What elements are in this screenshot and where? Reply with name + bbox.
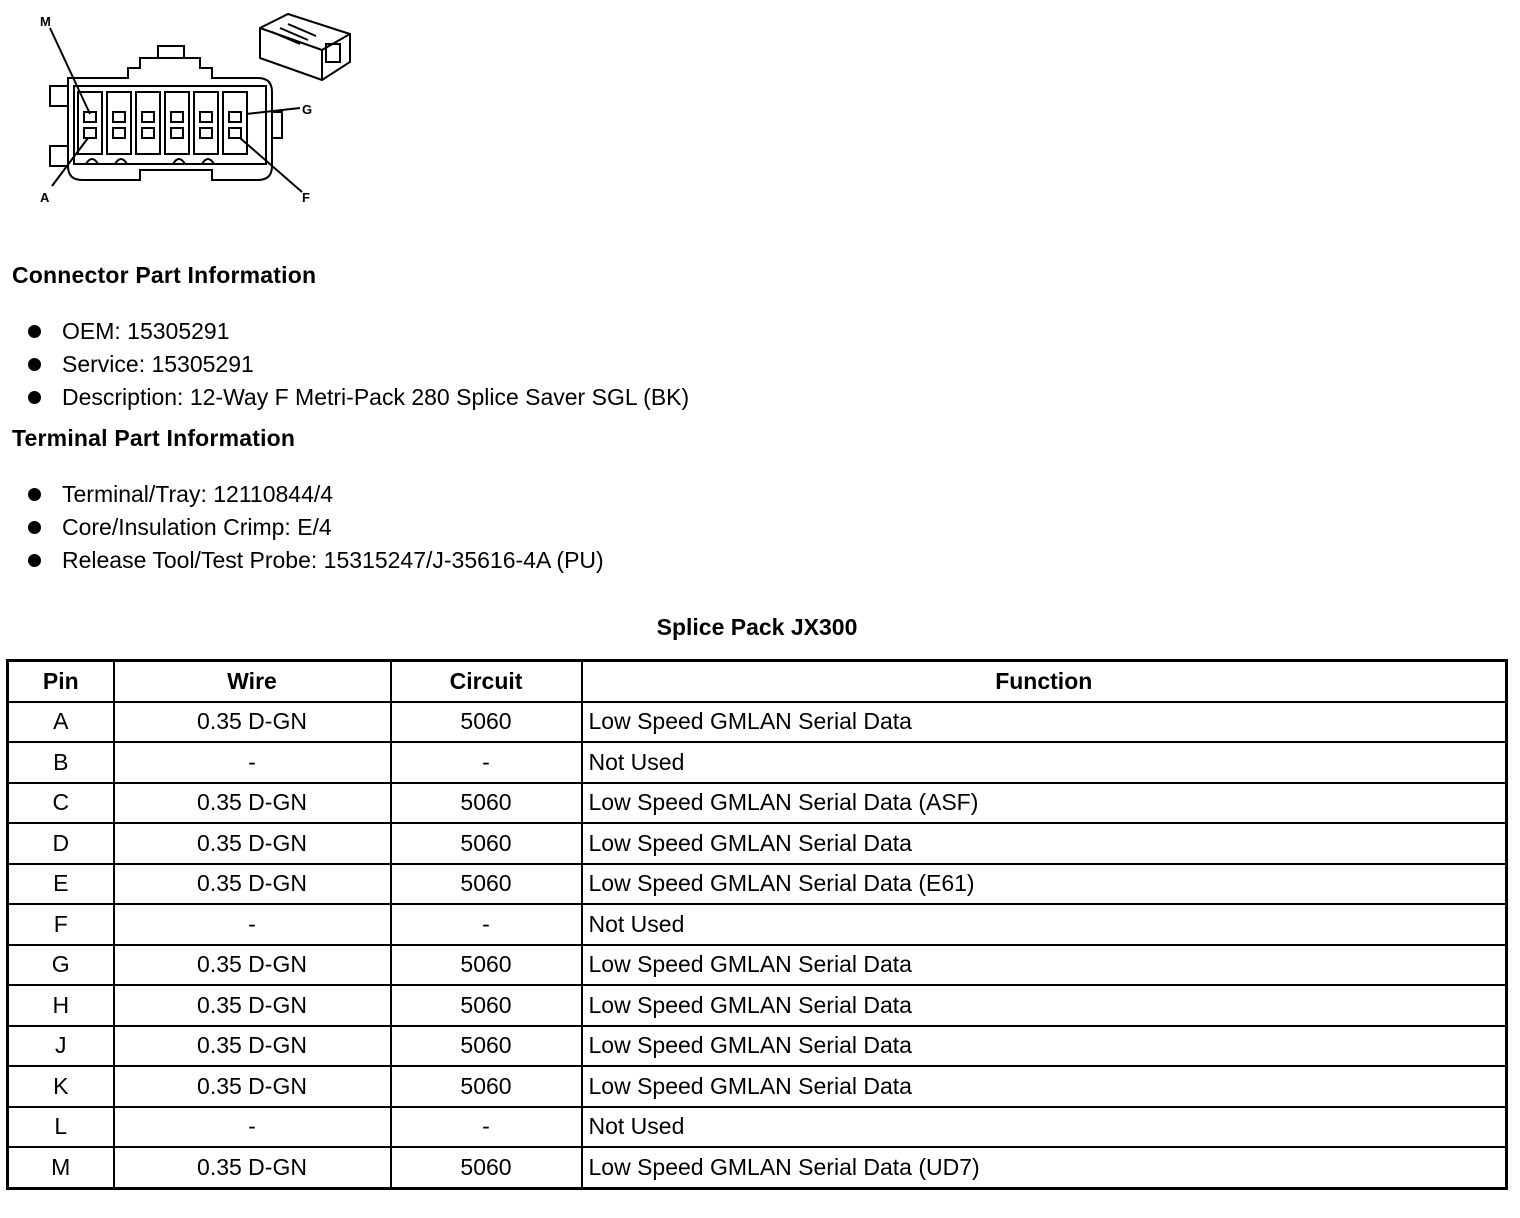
cell-circuit: 5060 (391, 1066, 582, 1107)
cell-pin: H (8, 985, 114, 1026)
bullet-icon (28, 325, 41, 338)
table-row (8, 702, 1507, 743)
list-item (28, 544, 604, 577)
cell-wire: 0.35 D-GN (114, 783, 391, 824)
cell-wire: 0.35 D-GN (114, 864, 391, 905)
connector-face-drawing (0, 0, 380, 220)
table-row (8, 742, 1507, 783)
table-row (8, 864, 1507, 905)
bullet-icon (28, 391, 41, 404)
cell-pin: D (8, 823, 114, 864)
table-row (8, 1026, 1507, 1067)
list-item (28, 381, 689, 414)
header-circuit: Circuit (391, 661, 582, 702)
cell-wire: 0.35 D-GN (114, 702, 391, 743)
cell-pin: K (8, 1066, 114, 1107)
cell-circuit: - (391, 1107, 582, 1148)
cell-wire: - (114, 904, 391, 945)
callout-a: A (40, 190, 50, 205)
cell-wire: 0.35 D-GN (114, 1026, 391, 1067)
cell-circuit: 5060 (391, 783, 582, 824)
cell-circuit: 5060 (391, 823, 582, 864)
bullet-icon (28, 358, 41, 371)
cell-function: Low Speed GMLAN Serial Data (UD7) (582, 1147, 1507, 1188)
terminal-tray-text: Terminal/Tray: 12110844/4 (62, 481, 334, 507)
bullet-icon (28, 488, 41, 501)
cell-pin: G (8, 945, 114, 986)
cell-function: Not Used (582, 742, 1507, 783)
list-item (28, 511, 604, 544)
cell-pin: L (8, 1107, 114, 1148)
table-row (8, 1147, 1507, 1188)
table-title: Splice Pack JX300 (656, 614, 858, 640)
table-row (8, 904, 1507, 945)
pinout-table (6, 659, 1508, 1190)
cell-function: Low Speed GMLAN Serial Data (582, 1026, 1507, 1067)
cell-pin: M (8, 1147, 114, 1188)
cell-pin: B (8, 742, 114, 783)
header-function: Function (582, 661, 1507, 702)
cell-function: Not Used (582, 904, 1507, 945)
list-item (28, 478, 604, 511)
cell-circuit: 5060 (391, 702, 582, 743)
callout-m: M (40, 14, 51, 29)
connector-diagram (0, 0, 380, 220)
callout-f: F (302, 190, 310, 205)
cell-function: Low Speed GMLAN Serial Data (582, 945, 1507, 986)
cell-wire: 0.35 D-GN (114, 1066, 391, 1107)
cell-function: Low Speed GMLAN Serial Data (582, 985, 1507, 1026)
cell-pin: A (8, 702, 114, 743)
cell-circuit: 5060 (391, 985, 582, 1026)
cell-pin: E (8, 864, 114, 905)
callout-g: G (302, 102, 313, 117)
table-row (8, 783, 1507, 824)
terminal-info-list (28, 478, 604, 577)
cell-circuit: - (391, 904, 582, 945)
cell-pin: J (8, 1026, 114, 1067)
cell-circuit: 5060 (391, 1026, 582, 1067)
list-item (28, 315, 689, 348)
connector-info-list (28, 315, 689, 414)
cell-wire: 0.35 D-GN (114, 945, 391, 986)
crimp-text: Core/Insulation Crimp: E/4 (62, 514, 332, 540)
header-pin: Pin (8, 661, 114, 702)
table-row (8, 823, 1507, 864)
header-wire: Wire (114, 661, 391, 702)
cell-circuit: 5060 (391, 1147, 582, 1188)
bullet-icon (28, 554, 41, 567)
list-item (28, 348, 689, 381)
cell-wire: - (114, 742, 391, 783)
cell-wire: - (114, 1107, 391, 1148)
table-header-row (8, 661, 1507, 702)
table-row (8, 1066, 1507, 1107)
cell-wire: 0.35 D-GN (114, 823, 391, 864)
cell-function: Low Speed GMLAN Serial Data (582, 1066, 1507, 1107)
terminal-info-heading: Terminal Part Information (12, 425, 296, 451)
cell-wire: 0.35 D-GN (114, 985, 391, 1026)
cell-circuit: - (391, 742, 582, 783)
cell-circuit: 5060 (391, 864, 582, 905)
cell-circuit: 5060 (391, 945, 582, 986)
service-text: Service: 15305291 (62, 351, 254, 377)
bullet-icon (28, 521, 41, 534)
cell-wire: 0.35 D-GN (114, 1147, 391, 1188)
table-row (8, 1107, 1507, 1148)
table-row (8, 985, 1507, 1026)
cell-function: Low Speed GMLAN Serial Data (E61) (582, 864, 1507, 905)
cell-function: Not Used (582, 1107, 1507, 1148)
oem-text: OEM: 15305291 (62, 318, 230, 344)
cell-function: Low Speed GMLAN Serial Data (582, 702, 1507, 743)
cell-pin: F (8, 904, 114, 945)
cell-pin: C (8, 783, 114, 824)
table-row (8, 945, 1507, 986)
release-tool-text: Release Tool/Test Probe: 15315247/J-35616-4A (PU) (62, 547, 604, 573)
cell-function: Low Speed GMLAN Serial Data (582, 823, 1507, 864)
cell-function: Low Speed GMLAN Serial Data (ASF) (582, 783, 1507, 824)
connector-info-heading: Connector Part Information (12, 262, 317, 288)
description-text: Description: 12-Way F Metri-Pack 280 Splice Saver SGL (BK) (62, 384, 690, 410)
